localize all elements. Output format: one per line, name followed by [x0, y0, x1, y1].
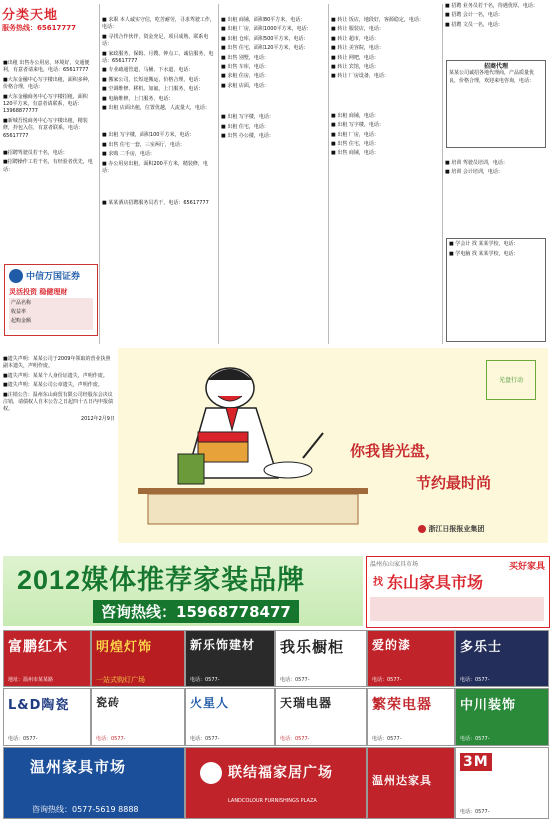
notice-item: ■遗失声明：某某公司公章遗失，声明作废。	[3, 382, 103, 389]
securities-ad	[4, 264, 98, 336]
classified-item: ■ 招聘 文员一名，电话：	[445, 21, 503, 28]
classified-item: ■ 求购 二手房，电话：	[102, 151, 155, 158]
agency-title: 招商代理	[483, 63, 508, 70]
classified-item: ■新城吾悦商务中心写字楼出租，精装修，拎包入住，有意者联系，电话：65617777	[3, 117, 88, 139]
classified-item: ■ 搬家公司，长短途搬运，价格合理，电话：	[102, 76, 204, 83]
brand-hotline	[93, 600, 299, 623]
securities-line: 起购金额	[11, 318, 32, 324]
brand-hotline-label: 咨询热线：	[101, 603, 177, 621]
classified-item: ■ 出租 仓库，面积500平方米，电话：	[221, 35, 309, 42]
classified-item: ■招聘操作工若干名，有经验者优先，电话：	[3, 159, 93, 173]
classified-item: ■ 出售 住宅一套，三室两厅，电话：	[102, 141, 185, 148]
notice-item: ■注销公告：温州东山商贸有限公司经股东会决议注销，请债权人自本公告之日起四十五日内申报债权。	[3, 391, 114, 413]
classified-item: ■ 学会计 找 某某学校，电话：	[449, 241, 519, 247]
brand-tile[interactable]	[3, 630, 91, 687]
agency-box	[446, 60, 546, 148]
securities-line: 产品名称	[11, 300, 32, 306]
classified-item: ■ 转让 饭店，地段好，客源稳定，电话：	[331, 17, 424, 23]
brand-tile[interactable]	[367, 630, 455, 687]
classified-item: ■ 求职 本人诚实守信，吃苦耐劳，寻求驾驶工作，电话：	[102, 17, 215, 31]
securities-tagline: 灵活投资 稳健理财	[9, 288, 68, 296]
hotline-label: 服务热线：	[2, 24, 37, 32]
classified-item: ■ 专业疏通管道，马桶、下水道，电话：	[102, 67, 194, 74]
classified-item: ■ 出售 办公楼，电话：	[221, 133, 274, 140]
classified-item: ■ 出租 住宅，电话：	[221, 123, 269, 130]
classified-header	[2, 4, 98, 34]
column-divider	[99, 4, 100, 344]
brand-info: LANDCOLOUR FURNISHINGS PLAZA	[228, 798, 317, 804]
classified-item: ■ 出租 店面出租，位置优越，人流量大，电话：	[102, 105, 210, 112]
classified-item: ■ 电脑维修，上门服务，电话：	[102, 95, 174, 102]
classified-item: ■ 转让 厂房设备，电话：	[331, 73, 389, 80]
brand-info: 电话：0577-	[280, 677, 310, 683]
classified-column-5	[445, 3, 548, 31]
agency-text: 某某公司诚招各地代理商，产品质量优良，价格合理，欢迎来电咨询，电话：	[449, 70, 535, 84]
notice-item: ■遗失声明：某某个人身份证遗失，声明作废。	[3, 372, 108, 379]
notice-date: 2012年2月9日	[80, 415, 115, 422]
brand-tile[interactable]	[367, 747, 455, 819]
classified-item: ■ 某某酒店招聘服务员若干，电话：65617777	[102, 199, 209, 206]
brand-name: 温州家具市场	[30, 758, 127, 776]
brand-tile[interactable]	[91, 630, 185, 687]
clean-plate-banner	[118, 348, 548, 543]
sponsor-name: 浙江日报报业集团	[428, 525, 485, 533]
classified-item: ■ 求租 住房，电话：	[221, 73, 269, 80]
securities-logo-icon	[9, 269, 23, 283]
column-divider	[442, 4, 443, 344]
brand-tile[interactable]	[185, 688, 275, 746]
brand-name: 多乐士	[460, 640, 503, 655]
brand-name: 天瑞电器	[280, 696, 333, 710]
brand-info: 咨询热线：0577-5619 8888	[32, 805, 139, 814]
brand-tile[interactable]	[455, 747, 549, 819]
brand-tile[interactable]	[185, 630, 275, 687]
classified-item: ■ 求租 店面，电话：	[221, 82, 269, 89]
classified-column-1	[3, 60, 97, 176]
banner-sponsor	[418, 524, 484, 534]
column-divider	[328, 4, 329, 344]
brand-hotline-number: 15968778477	[176, 603, 291, 621]
brand-name: 瓷砖	[96, 696, 120, 709]
classified-item: ■ 转让 服装店，电话：	[331, 26, 384, 33]
brand-name: 新乐饰建材	[190, 638, 256, 652]
brand-info: 电话：0577-	[460, 677, 490, 683]
brand-tile[interactable]	[275, 688, 367, 746]
dongshan-strip	[370, 597, 544, 621]
classified-item: ■ 出租 写字楼，面积100平方米，电话：	[102, 132, 195, 139]
dongshan-tag: 买好家具	[508, 562, 545, 572]
classified-column-4	[331, 17, 440, 160]
classified-item: ■ 转让 美容院，电话：	[331, 45, 384, 52]
brand-tile[interactable]	[455, 630, 549, 687]
classified-column-3	[221, 17, 326, 142]
classified-item: ■ 家政服务，保姆、月嫂、钟点工，诚信服务，电话：65617777	[102, 50, 214, 65]
classified-item: ■ 招聘 业务员若干名，待遇优厚，电话：	[445, 3, 538, 9]
brand-info: 电话：0577-	[190, 677, 220, 683]
classified-item: ■ 寻找合作伙伴，资金充足，项目成熟，联系电话：	[102, 33, 209, 48]
dongshan-name: 东山家具市场	[387, 573, 484, 592]
classified-item: ■ 办公用房出租，面积200平方米，精装修，电话：	[102, 160, 208, 175]
brand-info: 电话：0577-	[190, 736, 220, 742]
brand-name: 爱的漆	[372, 638, 412, 652]
brand-tile[interactable]	[3, 688, 91, 746]
classified-item: ■ 出租 商铺，面积80平方米，电话：	[221, 17, 306, 23]
securities-logo: 中信万国证券	[26, 272, 81, 282]
brand-tile[interactable]	[91, 688, 185, 746]
brand-name: 明煌灯饰	[96, 640, 153, 655]
classified-item: ■ 转让 超市，电话：	[331, 35, 379, 42]
classified-item: ■ 出租 商铺，电话：	[331, 112, 379, 119]
brand-info: 电话：0577-	[372, 677, 402, 683]
classified-item: ■ 出租 写字楼，电话：	[221, 114, 274, 121]
classified-item: ■出租 出售办公用房，环境好，交通便利，有意者请来电，电话：65617777	[3, 60, 90, 74]
banner-badge: 光盘行动	[486, 360, 536, 400]
brand-name: 富鹏红木	[8, 639, 68, 655]
brand-info: 电话：0577-	[460, 736, 490, 742]
brand-tile[interactable]	[367, 688, 455, 746]
banner-headline: 你我皆光盘，	[350, 442, 441, 460]
brand-name: 火星人	[190, 696, 230, 710]
brand-info: 一站式购灯广场	[96, 676, 145, 684]
dongshan-small: 温州东山家具市场	[370, 561, 419, 568]
plaza-logo-icon	[200, 762, 222, 784]
brand-info: 电话：0577-	[96, 736, 126, 742]
brand-info: 电话：0577-	[280, 736, 310, 742]
brand-info: 电话：0577-	[8, 736, 38, 742]
securities-table	[9, 298, 93, 330]
classified-item: ■ 招聘 会计一名，电话：	[445, 12, 503, 19]
brand-name: L&D陶瓷	[8, 698, 70, 713]
classified-item: ■ 出售 商铺，电话：	[331, 150, 379, 157]
notices-column	[3, 356, 115, 425]
classified-item: ■大东金融商务中心写字楼招租，面积120平方米，有意者请联系，电话：13968877777	[3, 93, 88, 115]
brand-section-title: 2012媒体推荐家装品牌	[17, 565, 306, 595]
classified-item: ■ 出租 写字楼，电话：	[331, 122, 384, 129]
brand-name: 繁荣电器	[372, 697, 432, 713]
diner-illustration	[138, 358, 368, 533]
classified-item: ■ 空调维修、移机、加氟，上门服务，电话：	[102, 86, 204, 93]
brand-name: 我乐橱柜	[280, 638, 345, 656]
classified-item: ■ 出售 别墅，电话：	[221, 54, 269, 61]
securities-line: 收益率	[11, 309, 27, 315]
sponsor-logo-icon	[418, 525, 426, 533]
brand-info: 电话：0577-	[460, 809, 490, 815]
classified-item: ■ 出租 厂房，电话：	[331, 131, 379, 138]
hotline-number: 65617777	[37, 24, 76, 32]
column-divider	[218, 4, 219, 344]
classified-item: ■大东金融中心写字楼出租，面积多种，价格合理，电话：	[3, 76, 93, 91]
brand-tile[interactable]	[185, 747, 367, 819]
dongshan-find: 找	[373, 577, 383, 588]
classified-item: ■ 出售 住宅，面积120平方米，电话：	[221, 45, 309, 52]
classified-item: ■ 出售 车库，电话：	[221, 64, 269, 71]
classified-item: ■招聘驾驶员若干名，电话：	[3, 150, 68, 157]
brand-name: 3M	[460, 753, 492, 771]
school-box	[446, 238, 546, 342]
section-title: 分类天地	[2, 8, 59, 23]
classified-item: ■ 转让 网吧，电话：	[331, 54, 379, 61]
brand-tile[interactable]	[3, 747, 185, 819]
classified-item: ■ 培训 驾驶员培训，电话：	[445, 160, 508, 166]
classified-item: ■ 出售 住宅，电话：	[331, 141, 379, 148]
classified-column-5b	[445, 160, 548, 179]
classified-item: ■ 出租 厂房，面积1000平方米，电话：	[221, 26, 312, 33]
brand-name: 中川装饰	[460, 698, 517, 713]
dongshan-market-ad	[366, 556, 550, 628]
brand-info: 地址：温州市某某路	[8, 677, 54, 683]
classified-item: ■ 学电脑 找 某某学校，电话：	[449, 251, 519, 258]
brand-tile[interactable]	[275, 630, 367, 687]
brand-title-block	[3, 556, 363, 626]
classified-item: ■ 转让 宾馆，电话：	[331, 64, 379, 71]
classified-item: ■ 培训 会计培训，电话：	[445, 169, 503, 176]
classified-column-2	[102, 17, 216, 209]
brand-name: 温州达家具	[372, 774, 432, 787]
banner-subline: 节约最时尚	[416, 474, 492, 492]
brand-tile[interactable]	[455, 688, 549, 746]
brand-name: 联结福家居广场	[228, 765, 333, 781]
notice-item: ■遗失声明：某某公司于2009年领取的营业执照副本遗失，声明作废。	[3, 356, 111, 370]
brand-info: 电话：0577-	[372, 736, 402, 742]
